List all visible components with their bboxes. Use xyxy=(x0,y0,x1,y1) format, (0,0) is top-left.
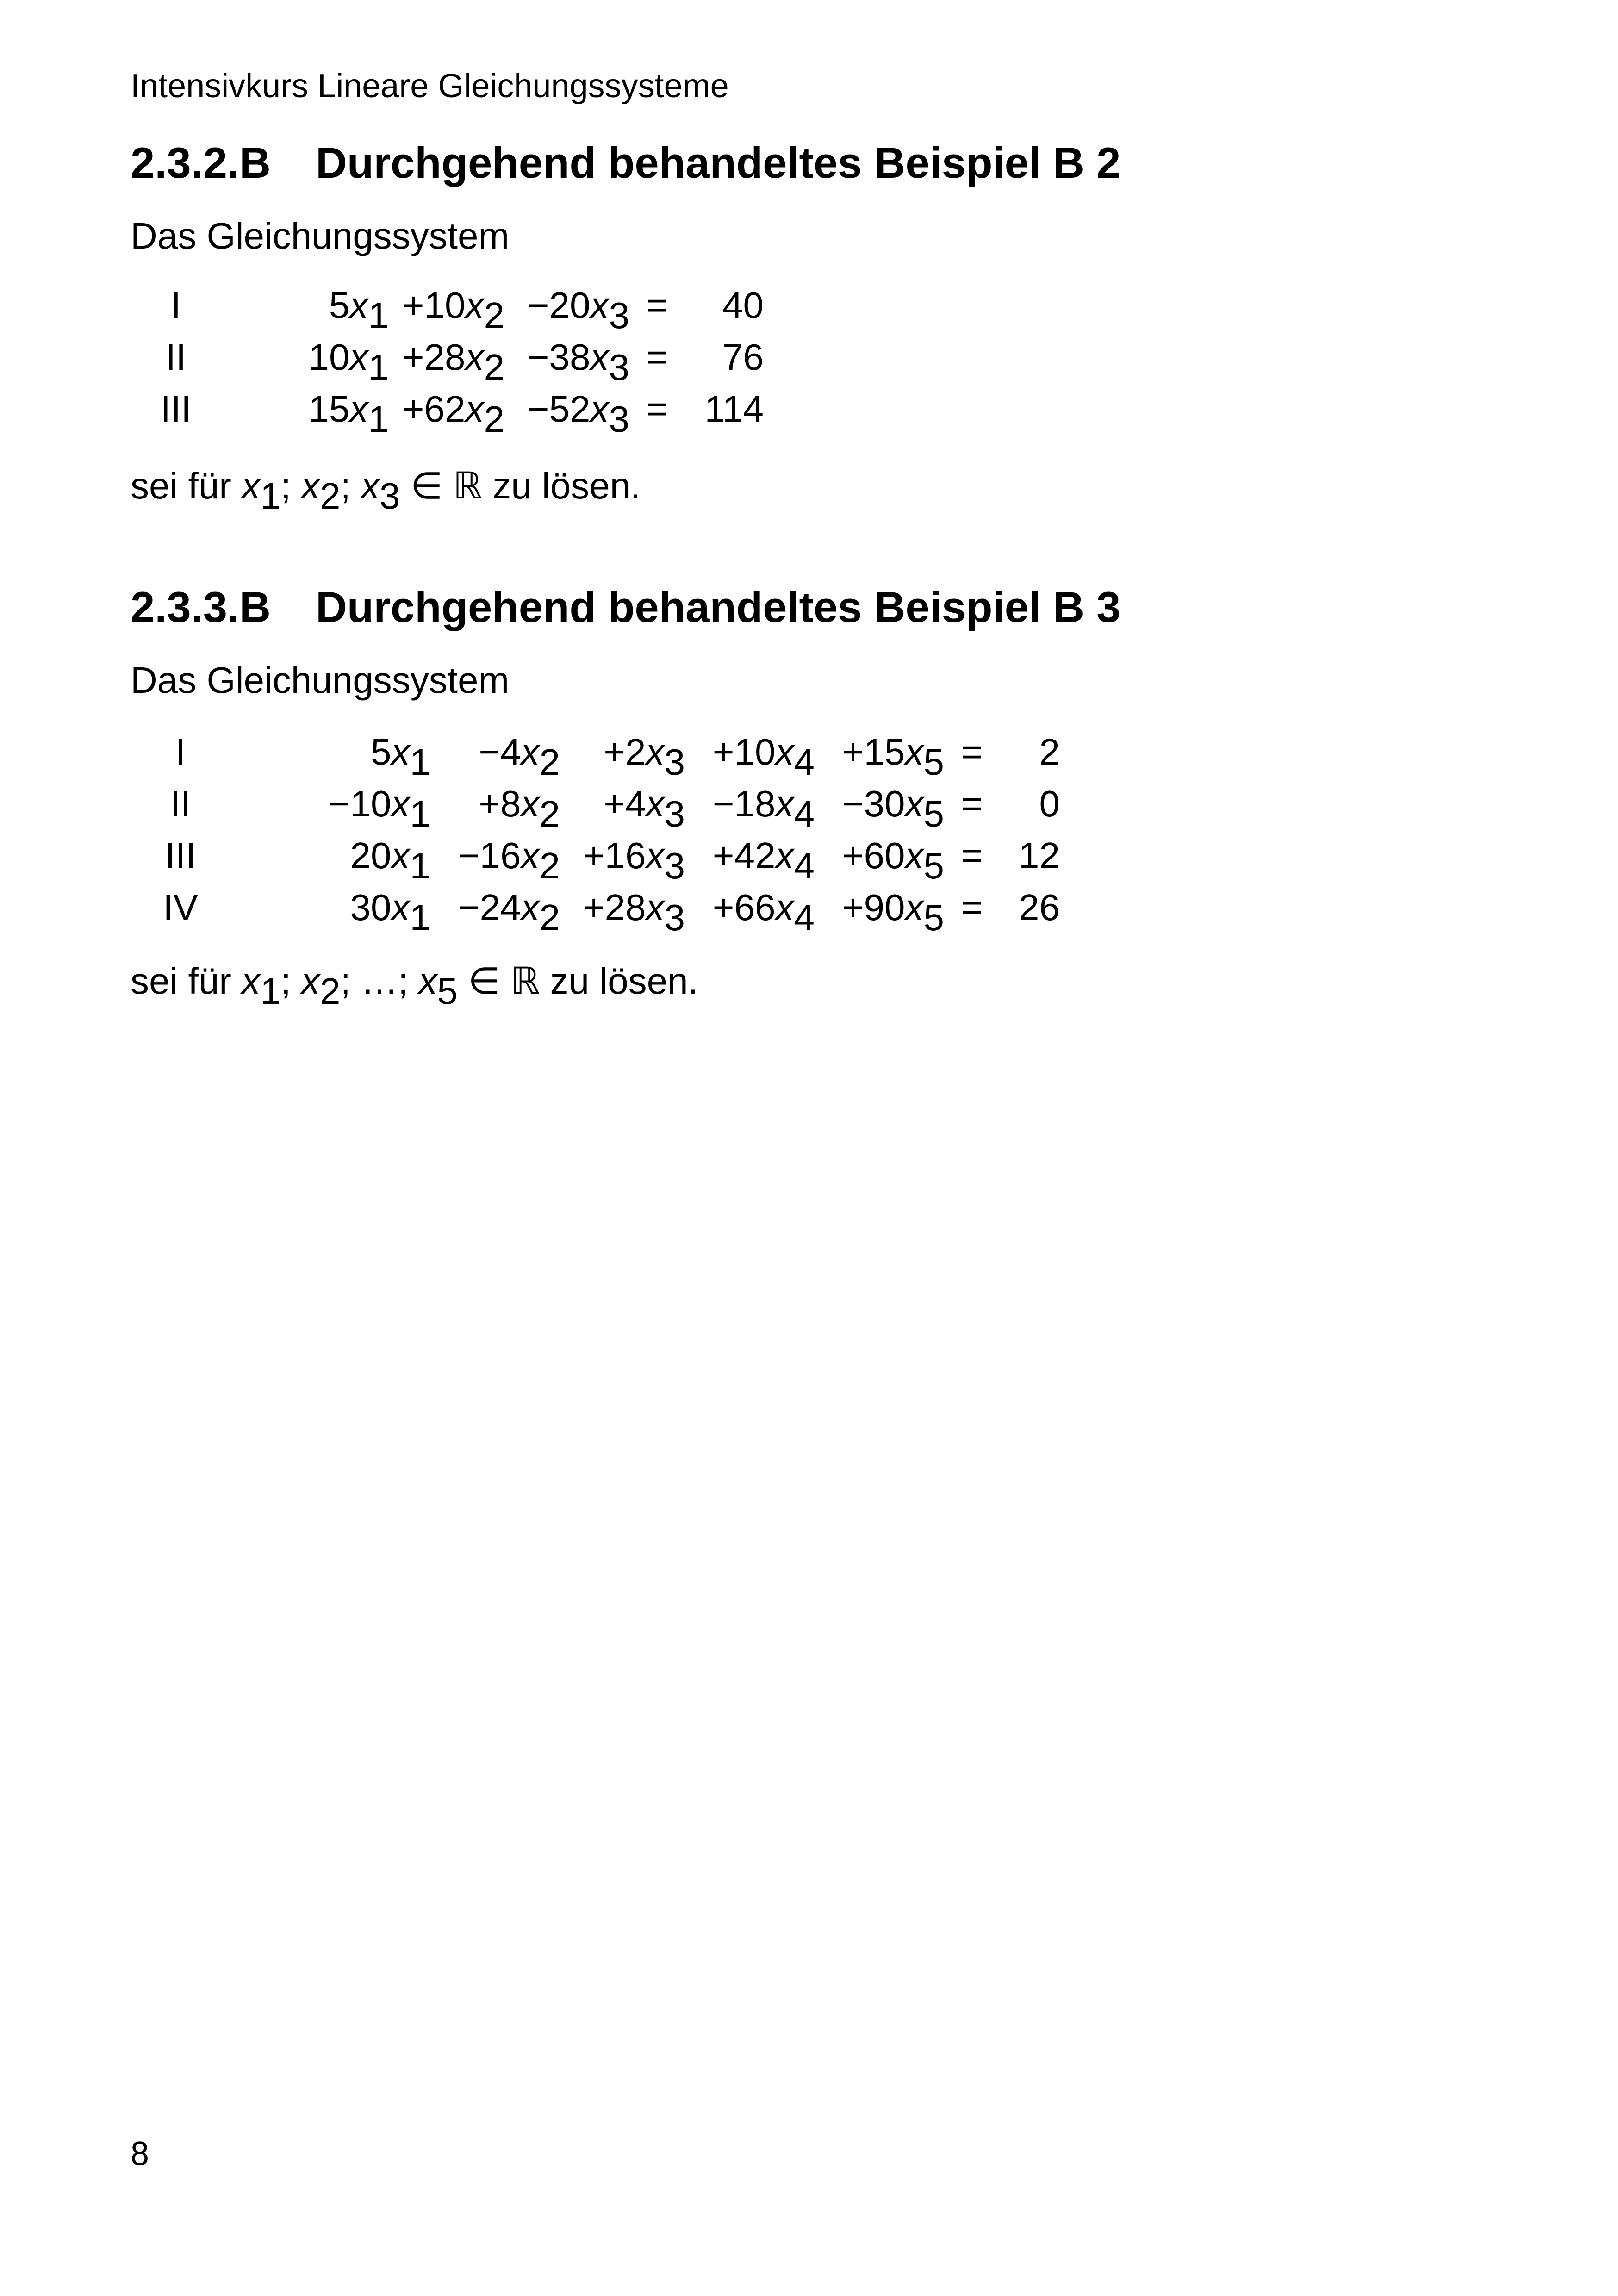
variable-index: 2 xyxy=(320,971,341,1012)
coefficient: −18 xyxy=(712,783,776,824)
variable: x xyxy=(349,388,368,429)
equation-row xyxy=(125,837,1060,889)
equation-term xyxy=(389,336,504,391)
right-hand-side: 114 xyxy=(704,388,764,429)
equation-term xyxy=(504,336,629,391)
equation-term xyxy=(504,287,629,339)
variable-index: 1 xyxy=(260,971,281,1012)
variable-index: 4 xyxy=(794,793,815,834)
variable: x xyxy=(775,783,794,824)
variable-index: 3 xyxy=(379,475,400,516)
equals-sign: = xyxy=(646,388,668,429)
page-number: 8 xyxy=(131,2135,149,2172)
variable: x xyxy=(905,731,924,772)
variable-index: 5 xyxy=(923,845,944,886)
section-title: Durchgehend behandeltes Beispiel B 3 xyxy=(316,583,1121,631)
section-heading-b3 xyxy=(131,585,1426,636)
equation-term xyxy=(236,889,430,941)
equation-term xyxy=(236,785,430,837)
variable-index: 3 xyxy=(609,398,629,440)
statement-suffix: zu lösen. xyxy=(540,960,698,1002)
coefficient: 15 xyxy=(308,388,350,429)
variable-index: 2 xyxy=(539,793,560,834)
right-hand-side: 40 xyxy=(722,285,764,326)
variable-index: 4 xyxy=(794,741,815,783)
equation-label: III xyxy=(160,388,192,429)
equation-label: III xyxy=(165,835,196,876)
variable: x xyxy=(465,285,484,326)
equation-system-b3 xyxy=(125,731,1060,941)
right-hand-side: 26 xyxy=(1019,887,1060,928)
variable: x xyxy=(301,960,320,1002)
element-of-reals: ∈ ℝ xyxy=(400,465,482,506)
equation-term xyxy=(815,731,944,785)
coefficient: +16 xyxy=(583,835,646,876)
right-hand-side: 12 xyxy=(1019,835,1060,876)
coefficient: +15 xyxy=(842,731,905,772)
coefficient: 5 xyxy=(371,731,392,772)
equation-term xyxy=(430,731,560,785)
equation-system-b2 xyxy=(125,287,764,442)
equation-term xyxy=(504,388,629,442)
equation-term xyxy=(815,889,944,941)
equation-label: I xyxy=(175,731,186,772)
variable-index: 3 xyxy=(664,793,685,834)
equation-term xyxy=(815,837,944,889)
right-hand-side: 0 xyxy=(1039,783,1060,824)
coefficient: +28 xyxy=(402,336,466,378)
solve-statement-b2 xyxy=(131,465,641,516)
equation-label: II xyxy=(170,783,191,824)
variable: x xyxy=(242,465,261,506)
equation-term xyxy=(560,889,685,941)
variable-index: 2 xyxy=(484,347,504,388)
coefficient: +8 xyxy=(479,783,521,824)
variable: x xyxy=(646,835,665,876)
variable-index: 2 xyxy=(539,897,560,938)
variable: x xyxy=(391,783,410,824)
variable: x xyxy=(391,887,410,928)
variable-index: 1 xyxy=(410,741,430,783)
coefficient: −24 xyxy=(458,887,521,928)
equals-sign: = xyxy=(961,731,983,772)
equation-term xyxy=(227,287,389,339)
section-title: Durchgehend behandeltes Beispiel B 2 xyxy=(316,138,1121,187)
variable: x xyxy=(465,388,484,429)
variable: x xyxy=(590,388,609,429)
variable-index: 1 xyxy=(368,295,389,336)
statement-prefix: sei für xyxy=(131,465,242,506)
variable: x xyxy=(521,887,540,928)
variable: x xyxy=(646,731,665,772)
variable-index: 5 xyxy=(437,971,458,1012)
variable-index: 5 xyxy=(923,897,944,938)
equation-label: I xyxy=(170,285,181,326)
coefficient: +28 xyxy=(583,887,646,928)
equation-term xyxy=(815,785,944,837)
variable-index: 4 xyxy=(794,845,815,886)
variable: x xyxy=(775,835,794,876)
running-header: Intensivkurs Lineare Gleichungssysteme xyxy=(131,68,729,105)
variable: x xyxy=(775,887,794,928)
variable-index: 2 xyxy=(539,845,560,886)
variable-index: 2 xyxy=(539,741,560,783)
intro-paragraph-b2: Das Gleichungssystem xyxy=(131,215,510,256)
equation-term xyxy=(685,837,815,889)
variable-index: 2 xyxy=(484,398,504,440)
equation-term xyxy=(430,785,560,837)
coefficient: +4 xyxy=(604,783,646,824)
coefficient: −52 xyxy=(527,388,591,429)
variable: x xyxy=(301,465,320,506)
equation-term xyxy=(685,731,815,785)
coefficient: +66 xyxy=(712,887,776,928)
variable: x xyxy=(349,336,368,378)
coefficient: +62 xyxy=(402,388,466,429)
equation-term xyxy=(389,388,504,442)
equation-term xyxy=(430,837,560,889)
equation-term xyxy=(430,889,560,941)
equation-row xyxy=(125,734,1060,785)
variable-index: 1 xyxy=(368,398,389,440)
variable: x xyxy=(391,835,410,876)
variable: x xyxy=(465,336,484,378)
coefficient: 30 xyxy=(350,887,392,928)
solve-statement-b3 xyxy=(131,960,698,1012)
equation-term xyxy=(227,336,389,391)
equation-term xyxy=(560,731,685,785)
variable-index: 3 xyxy=(664,897,685,938)
coefficient: +90 xyxy=(842,887,905,928)
equals-sign: = xyxy=(961,783,983,824)
separator: ; xyxy=(280,465,302,506)
statement-prefix: sei für xyxy=(131,960,242,1002)
variable: x xyxy=(521,835,540,876)
coefficient: −30 xyxy=(842,783,905,824)
equals-sign: = xyxy=(961,887,983,928)
coefficient: 5 xyxy=(329,285,350,326)
equation-row xyxy=(125,391,764,442)
equation-term xyxy=(236,731,430,785)
equation-term xyxy=(560,837,685,889)
variable: x xyxy=(905,835,924,876)
section-heading-b2 xyxy=(131,138,1426,192)
variable-index: 3 xyxy=(664,741,685,783)
variable-index: 5 xyxy=(923,793,944,834)
variable-index: 5 xyxy=(923,741,944,783)
variable: x xyxy=(775,731,794,772)
coefficient: −10 xyxy=(328,783,392,824)
variable: x xyxy=(646,783,665,824)
equation-term xyxy=(685,889,815,941)
equation-label: II xyxy=(165,336,187,378)
variable: x xyxy=(646,887,665,928)
equation-term xyxy=(389,287,504,339)
coefficient: +60 xyxy=(842,835,905,876)
right-hand-side: 76 xyxy=(722,336,764,378)
coefficient: −16 xyxy=(458,835,521,876)
variable: x xyxy=(418,960,437,1002)
variable-index: 4 xyxy=(794,897,815,938)
equation-label: IV xyxy=(163,887,198,928)
separator: ; xyxy=(280,960,302,1002)
variable: x xyxy=(242,960,261,1002)
coefficient: 10 xyxy=(308,336,350,378)
equation-term xyxy=(560,785,685,837)
coefficient: −20 xyxy=(527,285,591,326)
equation-row xyxy=(125,889,1060,941)
coefficient: +10 xyxy=(712,731,776,772)
equals-sign: = xyxy=(961,835,983,876)
separator: ; xyxy=(340,465,361,506)
variable: x xyxy=(590,336,609,378)
coefficient: +42 xyxy=(712,835,776,876)
equation-term xyxy=(227,388,389,442)
variable: x xyxy=(590,285,609,326)
variable-index: 1 xyxy=(410,793,430,834)
coefficient: +2 xyxy=(604,731,646,772)
variable-index: 1 xyxy=(410,897,430,938)
variable: x xyxy=(391,731,410,772)
equals-sign: = xyxy=(646,336,668,378)
variable: x xyxy=(349,285,368,326)
variable-index: 3 xyxy=(664,845,685,886)
section-number: 2.3.2.B xyxy=(131,138,271,187)
equation-row xyxy=(125,785,1060,837)
variable-index: 2 xyxy=(320,475,341,516)
variable-index: 1 xyxy=(260,475,281,516)
equation-row xyxy=(125,287,764,339)
coefficient: −4 xyxy=(479,731,521,772)
section-number: 2.3.3.B xyxy=(131,583,271,631)
intro-paragraph-b3: Das Gleichungssystem xyxy=(131,660,510,701)
separator: ; …; xyxy=(340,960,419,1002)
coefficient: −38 xyxy=(527,336,591,378)
coefficient: +10 xyxy=(402,285,466,326)
variable-index: 1 xyxy=(410,845,430,886)
variable: x xyxy=(521,731,540,772)
variable: x xyxy=(905,887,924,928)
variable-index: 1 xyxy=(368,347,389,388)
right-hand-side: 2 xyxy=(1039,731,1060,772)
equation-term xyxy=(236,837,430,889)
variable: x xyxy=(905,783,924,824)
statement-suffix: zu lösen. xyxy=(482,465,641,506)
equals-sign: = xyxy=(646,285,668,326)
variable-index: 2 xyxy=(484,295,504,336)
coefficient: 20 xyxy=(350,835,392,876)
variable-index: 3 xyxy=(609,295,629,336)
variable-index: 3 xyxy=(609,347,629,388)
variable: x xyxy=(361,465,380,506)
variable: x xyxy=(521,783,540,824)
equation-row xyxy=(125,339,764,391)
equation-term xyxy=(685,785,815,837)
element-of-reals: ∈ ℝ xyxy=(457,960,540,1002)
